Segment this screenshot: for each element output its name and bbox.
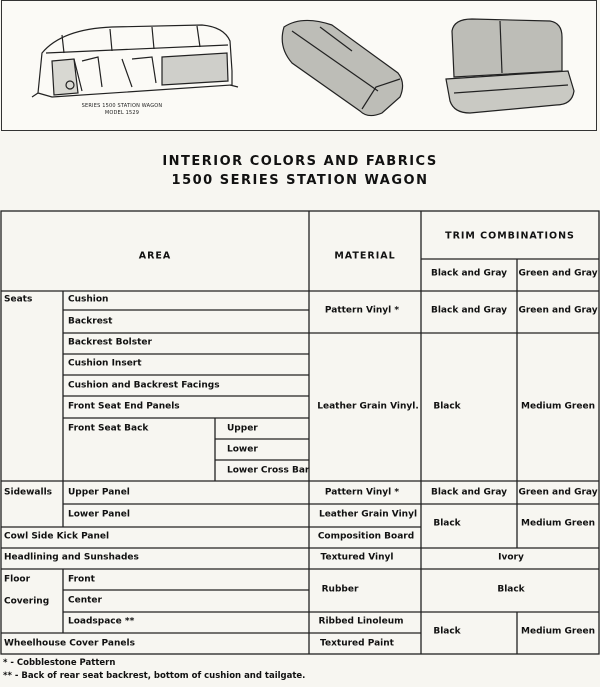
trim-seats-green-gray: Green and Gray [518, 305, 598, 316]
material-textured-vinyl: Textured Vinyl [320, 552, 394, 563]
trim-seats-black-gray: Black and Gray [430, 305, 508, 316]
illustration-model: MODEL 1529 [104, 110, 140, 116]
area-front-seat-back: Front Seat Back [68, 423, 149, 434]
trim-sidewalls-black: Black [433, 518, 461, 529]
area-cowl-side: Cowl Side Kick Panel [4, 531, 110, 542]
area-backrest-bolster: Backrest Bolster [68, 337, 152, 348]
area-front: Front [68, 574, 95, 585]
page-title: INTERIOR COLORS AND FABRICS [162, 154, 438, 169]
trim-sidewalls-medium-green: Medium Green [521, 518, 595, 529]
area-lower: Lower [227, 444, 258, 455]
area-facings: Cushion and Backrest Facings [68, 380, 220, 391]
area-backrest: Backrest [68, 316, 113, 327]
area-end-panels: Front Seat End Panels [68, 401, 180, 412]
material-textured-paint: Textured Paint [320, 638, 394, 649]
material-leather-grain-sidewalls: Leather Grain Vinyl [318, 509, 418, 520]
trim-sidewalls-green-gray: Green and Gray [518, 487, 598, 498]
header-material: MATERIAL [334, 250, 396, 262]
material-ribbed-linoleum: Ribbed Linoleum [318, 616, 404, 627]
header-trim-black-gray: Black and Gray [430, 268, 508, 279]
area-loadspace: Loadspace ** [68, 616, 135, 627]
material-rubber: Rubber [321, 584, 359, 595]
material-leather-grain-seats: Leather Grain Vinyl. [317, 401, 419, 412]
area-center: Center [68, 595, 102, 606]
group-sidewalls: Sidewalls [4, 487, 53, 498]
area-upper-panel: Upper Panel [68, 487, 130, 498]
group-floor: Floor [4, 574, 31, 585]
illustration-caption: SERIES 1500 STATION WAGON [81, 103, 163, 109]
material-pattern-vinyl-seats: Pattern Vinyl * [324, 305, 400, 316]
header-trim-green-gray: Green and Gray [518, 268, 598, 279]
header-trim-combinations: TRIM COMBINATIONS [445, 230, 575, 242]
material-composition-board: Composition Board [317, 531, 415, 542]
trim-seats-medium-green: Medium Green [521, 401, 595, 412]
group-covering: Covering [4, 596, 50, 607]
material-pattern-vinyl-sidewalls: Pattern Vinyl * [324, 487, 400, 498]
area-lower-cross-bar: Lower Cross Bar [227, 465, 310, 476]
trim-rubber-black: Black [497, 584, 525, 595]
trim-bottom-medium-green: Medium Green [521, 626, 595, 637]
trim-bottom-black: Black [433, 626, 461, 637]
area-headlining: Headlining and Sunshades [4, 552, 139, 563]
header-area: AREA [138, 250, 172, 262]
page-subtitle: 1500 SERIES STATION WAGON [171, 173, 429, 188]
area-wheelhouse: Wheelhouse Cover Panels [4, 638, 135, 649]
area-cushion: Cushion [68, 294, 109, 305]
area-upper: Upper [227, 423, 258, 434]
footnote-loadspace: ** - Back of rear seat backrest, bottom of cushion and tailgate. [3, 671, 306, 681]
trim-seats-black: Black [433, 401, 461, 412]
trim-sidewalls-black-gray: Black and Gray [430, 487, 508, 498]
footnote-cobblestone: * - Cobblestone Pattern [3, 658, 116, 668]
area-lower-panel: Lower Panel [68, 509, 130, 520]
area-cushion-insert: Cushion Insert [68, 358, 142, 369]
trim-headlining-ivory: Ivory [498, 552, 524, 563]
group-seats: Seats [4, 294, 33, 305]
